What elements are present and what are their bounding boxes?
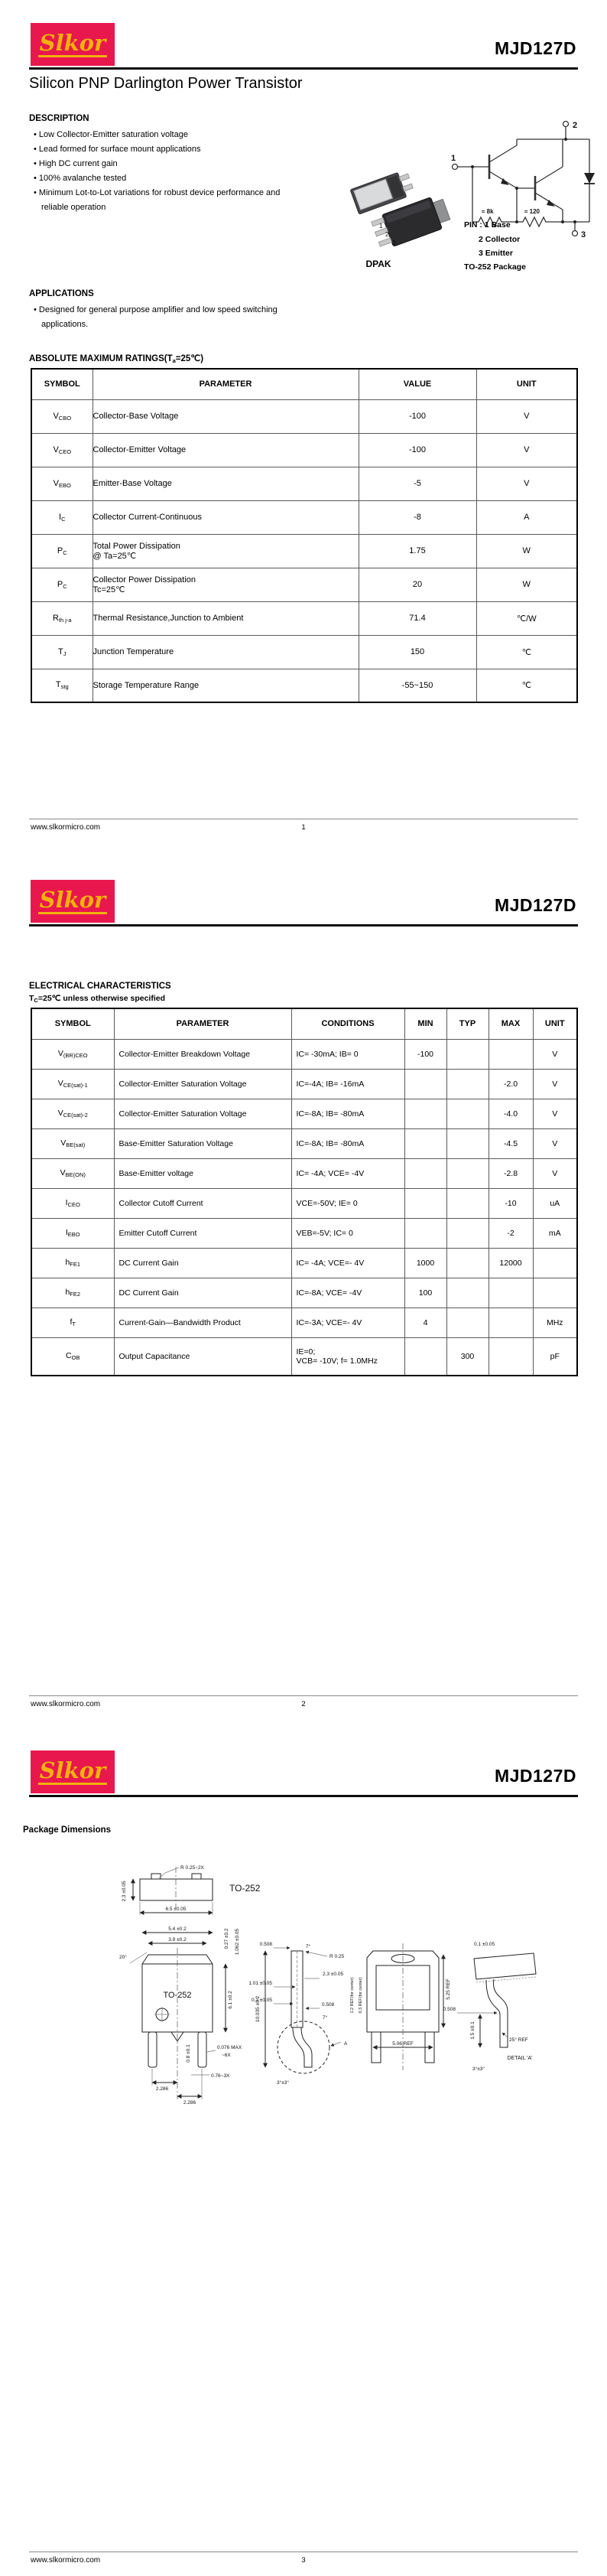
- min-cell: [404, 1218, 446, 1248]
- pinout-line-2: 2 Collector: [479, 235, 521, 244]
- unit-cell: pF: [533, 1337, 577, 1376]
- brand-logo-text: Slkor: [39, 1757, 106, 1784]
- value-cell: -100: [359, 433, 476, 467]
- applications-list: [34, 303, 286, 332]
- dim-label: A: [344, 2041, 348, 2047]
- part-number: MJD127D: [494, 38, 576, 58]
- page-number: 1: [301, 823, 306, 832]
- symbol-cell: $I_{EBO}$: [31, 1218, 114, 1248]
- value-cell: 71.4: [359, 601, 476, 635]
- unit-cell: MHz: [533, 1308, 577, 1337]
- dim-label: R 0.25: [329, 1954, 345, 1959]
- unit-cell: A: [476, 500, 577, 534]
- header-rule: [29, 67, 578, 70]
- col-header-symbol: SYMBOL: [31, 1008, 114, 1039]
- table-row: [31, 399, 577, 433]
- footer-url: www.slkormicro.com: [31, 823, 101, 832]
- unit-cell: V: [533, 1128, 577, 1158]
- max-cell: -10: [489, 1188, 533, 1218]
- conditions-cell: IE=0; VCB= -10V; f= 1.0MHz: [291, 1337, 404, 1376]
- dim-label: 3.9 ±0.2: [168, 1937, 187, 1943]
- parameter-cell: Collector Current-Continuous: [93, 500, 359, 534]
- table-row: [31, 1337, 577, 1376]
- dim-label: 1.5 ±0.1: [470, 2021, 476, 2040]
- absolute-maximum-ratings-table: [31, 368, 578, 703]
- conditions-cell: VCE=-50V; IE= 0: [291, 1188, 404, 1218]
- symbol-cell: $V_{(BR)CEO}$: [31, 1039, 114, 1069]
- col-header-conditions: CONDITIONS: [291, 1008, 404, 1039]
- description-bullet: • Low Collector-Emitter saturation voltage: [34, 128, 303, 142]
- min-cell: 4: [404, 1308, 446, 1337]
- unit-cell: uA: [533, 1188, 577, 1218]
- dim-label: 10.035 ±0.2: [255, 1995, 261, 2023]
- parameter-cell: Collector Cutoff Current: [114, 1188, 291, 1218]
- value-cell: -5: [359, 467, 476, 500]
- unit-cell: ℃/W: [476, 601, 577, 635]
- table-row: [31, 635, 577, 669]
- col-header-unit: UNIT: [476, 369, 577, 399]
- conditions-cell: IC=-8A; IB= -80mA: [291, 1099, 404, 1128]
- min-cell: [404, 1337, 446, 1376]
- description-heading: DESCRIPTION: [29, 114, 89, 123]
- dpak-label: DPAK: [365, 259, 391, 269]
- table-header-row: [31, 369, 577, 399]
- typ-cell: [446, 1278, 489, 1308]
- table-row: [31, 1069, 577, 1099]
- dim-label: 6.1 ±0.2: [228, 1991, 233, 2009]
- typ-cell: 300: [446, 1337, 489, 1376]
- max-cell: [489, 1337, 533, 1376]
- unit-cell: V: [533, 1099, 577, 1128]
- table-row: [31, 1248, 577, 1278]
- min-cell: [404, 1188, 446, 1218]
- min-cell: 100: [404, 1278, 446, 1308]
- col-header-parameter: PARAMETER: [93, 369, 359, 399]
- table-row: [31, 1099, 577, 1128]
- symbol-cell: $P_C$: [31, 568, 93, 601]
- max-cell: -2: [489, 1218, 533, 1248]
- value-cell: -55~150: [359, 669, 476, 702]
- typ-cell: [446, 1099, 489, 1128]
- parameter-cell: Junction Temperature: [93, 635, 359, 669]
- dim-label: 0.1 ±0.05: [474, 1942, 495, 1947]
- dim-label: 2.286: [183, 2100, 196, 2105]
- parameter-cell: Emitter-Base Voltage: [93, 467, 359, 500]
- col-header-symbol: SYMBOL: [31, 369, 93, 399]
- col-header-typ: TYP: [446, 1008, 489, 1039]
- conditions-cell: VEB=-5V; IC= 0: [291, 1218, 404, 1248]
- dim-label: 3°±3°: [472, 2066, 485, 2072]
- applications-heading: APPLICATIONS: [29, 289, 94, 298]
- electrical-characteristics-table: [31, 1008, 578, 1376]
- table-row: [31, 500, 577, 534]
- unit-cell: V: [533, 1158, 577, 1188]
- unit-cell: V: [533, 1069, 577, 1099]
- dim-label: 0.8 ±0.1: [186, 2044, 191, 2063]
- col-header-max: MAX: [489, 1008, 533, 1039]
- min-cell: [404, 1128, 446, 1158]
- parameter-cell: Current-Gain—Bandwidth Product: [114, 1308, 291, 1337]
- brand-logo: [31, 23, 115, 66]
- dim-label: 0.76~3X: [211, 2073, 230, 2079]
- part-number: MJD127D: [494, 1766, 576, 1786]
- schematic-pin-1-label: 1: [451, 154, 456, 163]
- unit-cell: mA: [533, 1218, 577, 1248]
- document-title: Silicon PNP Darlington Power Transistor: [29, 75, 303, 92]
- col-header-parameter: PARAMETER: [114, 1008, 291, 1039]
- symbol-cell: $V_{CE(sat)-1}$: [31, 1069, 114, 1099]
- unit-cell: V: [476, 399, 577, 433]
- table-row: [31, 433, 577, 467]
- typ-cell: [446, 1248, 489, 1278]
- dim-label: 1.01 ±0.05: [248, 1981, 272, 1986]
- brand-logo: [31, 880, 115, 923]
- dim-label: 0.508: [322, 2002, 335, 2008]
- min-cell: 1000: [404, 1248, 446, 1278]
- unit-cell: W: [476, 568, 577, 601]
- electrical-characteristics-condition: $T_C=25℃$ unless otherwise specified: [29, 994, 165, 1004]
- unit-cell: [533, 1278, 577, 1308]
- typ-cell: [446, 1128, 489, 1158]
- description-bullet: • Lead formed for surface mount applications: [34, 142, 303, 157]
- brand-logo-text: Slkor: [39, 30, 106, 57]
- unit-cell: W: [476, 534, 577, 568]
- min-cell: [404, 1099, 446, 1128]
- symbol-cell: $C_{OB}$: [31, 1337, 114, 1376]
- parameter-cell: Emitter Cutoff Current: [114, 1218, 291, 1248]
- dim-label: 0.508: [259, 1942, 272, 1947]
- max-cell: -2.8: [489, 1158, 533, 1188]
- min-cell: [404, 1069, 446, 1099]
- typ-cell: [446, 1308, 489, 1337]
- min-cell: -100: [404, 1039, 446, 1069]
- dim-label: 2.3 ±0.05: [122, 1881, 127, 1902]
- dim-label: 1.2 REF(for center): [350, 1977, 355, 2014]
- dim-label: 5.25 REF: [446, 1978, 451, 2000]
- value-cell: -100: [359, 399, 476, 433]
- symbol-cell: $h_{FE2}$: [31, 1278, 114, 1308]
- conditions-cell: IC=-3A; VCE=- 4V: [291, 1308, 404, 1337]
- dim-label: 0.076 MAX: [217, 2045, 242, 2050]
- max-cell: [489, 1308, 533, 1337]
- application-bullet: • Designed for general purpose amplifier and low speed switching applications.: [34, 303, 286, 332]
- dim-label: 0.508: [443, 2007, 456, 2012]
- table-row: [31, 601, 577, 635]
- parameter-cell: Storage Temperature Range: [93, 669, 359, 702]
- unit-cell: V: [533, 1039, 577, 1069]
- parameter-cell: Collector Power Dissipation Tc=25℃: [93, 568, 359, 601]
- max-cell: [489, 1039, 533, 1069]
- value-cell: 1.75: [359, 534, 476, 568]
- dpak-lead-1-label: 1: [379, 223, 383, 230]
- detail-a-label: DETAIL 'A': [507, 2056, 533, 2061]
- dim-label: 0.3 REF(for center): [359, 1977, 363, 2014]
- symbol-cell: $V_{BE(sat)}$: [31, 1128, 114, 1158]
- dim-label: 0.27 ±0.2: [224, 1928, 229, 1949]
- table-row: [31, 467, 577, 500]
- table-row: [31, 1308, 577, 1337]
- brand-logo: [31, 1750, 115, 1793]
- pinout-line-4: TO-252 Package: [464, 262, 526, 272]
- dim-label: 5.06 REF: [392, 2041, 414, 2047]
- typ-cell: [446, 1218, 489, 1248]
- parameter-cell: Collector-Emitter Voltage: [93, 433, 359, 467]
- parameter-cell: DC Current Gain: [114, 1278, 291, 1308]
- value-cell: 150: [359, 635, 476, 669]
- part-number: MJD127D: [494, 895, 576, 915]
- unit-cell: V: [476, 433, 577, 467]
- symbol-cell: $T_J$: [31, 635, 93, 669]
- symbol-cell: $I_{CEO}$: [31, 1188, 114, 1218]
- unit-cell: ℃: [476, 635, 577, 669]
- symbol-cell: $V_{CE(sat)-2}$: [31, 1099, 114, 1128]
- brand-logo-text: Slkor: [39, 887, 106, 913]
- page-number: 2: [301, 1700, 306, 1708]
- typ-cell: [446, 1039, 489, 1069]
- conditions-cell: IC=-8A; VCE= -4V: [291, 1278, 404, 1308]
- package-name-label: TO-252: [229, 1883, 261, 1894]
- max-cell: -4.0: [489, 1099, 533, 1128]
- conditions-cell: IC= -4A; VCE=- 4V: [291, 1248, 404, 1278]
- package-name-label: TO-252: [163, 1991, 192, 2000]
- package-dimensions-heading: Package Dimensions: [23, 1825, 112, 1835]
- max-cell: -2.0: [489, 1069, 533, 1099]
- header-rule: [29, 924, 578, 927]
- value-cell: 20: [359, 568, 476, 601]
- typ-cell: [446, 1158, 489, 1188]
- schematic-resistor-120-label: ≈ 120: [524, 208, 540, 215]
- parameter-cell: Base-Emitter voltage: [114, 1158, 291, 1188]
- min-cell: [404, 1158, 446, 1188]
- max-cell: 12000: [489, 1248, 533, 1278]
- table-row: [31, 1188, 577, 1218]
- typ-cell: [446, 1069, 489, 1099]
- description-bullet: • Minimum Lot-to-Lot variations for robust device performance and reliable operation: [34, 186, 303, 215]
- table-header-row: [31, 1008, 577, 1039]
- parameter-cell: Collector-Emitter Saturation Voltage: [114, 1069, 291, 1099]
- parameter-cell: Collector-Base Voltage: [93, 399, 359, 433]
- conditions-cell: IC=-8A; IB= -80mA: [291, 1128, 404, 1158]
- footer-url: www.slkormicro.com: [31, 1700, 101, 1708]
- pinout-line-1: PIN : 1 Base: [464, 220, 511, 230]
- parameter-cell: Thermal Resistance,Junction to Ambient: [93, 601, 359, 635]
- dim-label: 20°: [119, 1955, 127, 1960]
- symbol-cell: $V_{EBO}$: [31, 467, 93, 500]
- typ-cell: [446, 1188, 489, 1218]
- dim-label: 2.3 ±0.05: [323, 1972, 344, 1977]
- symbol-cell: $f_T$: [31, 1308, 114, 1337]
- header-rule: [29, 1795, 578, 1797]
- unit-cell: ℃: [476, 669, 577, 702]
- footer-rule: [29, 1695, 578, 1696]
- col-header-unit: UNIT: [533, 1008, 577, 1039]
- dim-label: 7°: [306, 1944, 311, 1949]
- table-row: [31, 1128, 577, 1158]
- symbol-cell: $P_C$: [31, 534, 93, 568]
- parameter-cell: Collector-Emitter Breakdown Voltage: [114, 1039, 291, 1069]
- description-bullet: • High DC current gain: [34, 157, 303, 171]
- parameter-cell: Collector-Emitter Saturation Voltage: [114, 1099, 291, 1128]
- symbol-cell: $V_{CEO}$: [31, 433, 93, 467]
- max-cell: [489, 1278, 533, 1308]
- dim-label: 6.5 ±0.05: [165, 1907, 187, 1912]
- table-row: [31, 568, 577, 601]
- pinout-line-3: 3 Emitter: [479, 249, 513, 258]
- dpak-lead-3-label: 3: [392, 239, 396, 246]
- value-cell: -8: [359, 500, 476, 534]
- dim-label: 5.4 ±0.2: [168, 1926, 187, 1932]
- table-row: [31, 1218, 577, 1248]
- schematic-resistor-8k-label: ≈ 8k: [482, 208, 494, 215]
- col-header-min: MIN: [404, 1008, 446, 1039]
- max-cell: -4.5: [489, 1128, 533, 1158]
- footer-url: www.slkormicro.com: [31, 2556, 101, 2565]
- dim-label: 7°: [323, 2015, 328, 2021]
- parameter-cell: Total Power Dissipation @ Ta=25℃: [93, 534, 359, 568]
- description-bullet: • 100% avalanche tested: [34, 171, 303, 186]
- parameter-cell: Base-Emitter Saturation Voltage: [114, 1128, 291, 1158]
- conditions-cell: IC= -4A; VCE= -4V: [291, 1158, 404, 1188]
- electrical-characteristics-heading: ELECTRICAL CHARACTERISTICS: [29, 982, 171, 991]
- dim-label: 3°±3°: [277, 2080, 289, 2086]
- symbol-cell: $I_C$: [31, 500, 93, 534]
- schematic-pin-3-label: 3: [581, 230, 586, 239]
- table-row: [31, 669, 577, 702]
- unit-cell: [533, 1248, 577, 1278]
- conditions-cell: IC= -30mA; IB= 0: [291, 1039, 404, 1069]
- dpak-lead-2-label: 2: [385, 231, 389, 238]
- table-row: [31, 1158, 577, 1188]
- symbol-cell: $h_{FE1}$: [31, 1248, 114, 1278]
- symbol-cell: $R_{th j-a}$: [31, 601, 93, 635]
- symbol-cell: $T_{stg}$: [31, 669, 93, 702]
- symbol-cell: $V_{CBO}$: [31, 399, 93, 433]
- dpak-package-photo: [344, 162, 459, 254]
- dim-label: 2.286: [155, 2086, 169, 2092]
- parameter-cell: Output Capacitance: [114, 1337, 291, 1376]
- package-dimensions-drawing: [115, 1858, 543, 2110]
- darlington-schematic: [450, 115, 602, 252]
- col-header-value: VALUE: [359, 369, 476, 399]
- unit-cell: V: [476, 467, 577, 500]
- table-row: [31, 534, 577, 568]
- dim-label: 1.062 ±0.05: [235, 1928, 240, 1956]
- dim-label: 25° REF: [509, 2037, 528, 2043]
- symbol-cell: $V_{BE(ON)}$: [31, 1158, 114, 1188]
- table-row: [31, 1039, 577, 1069]
- table-row: [31, 1278, 577, 1308]
- schematic-pin-2-label: 2: [573, 121, 578, 130]
- parameter-cell: DC Current Gain: [114, 1248, 291, 1278]
- description-list: [34, 128, 303, 215]
- page-number: 3: [301, 2556, 306, 2565]
- dim-label: 0.1 ±0.05: [251, 1998, 272, 2003]
- conditions-cell: IC=-4A; IB= -16mA: [291, 1069, 404, 1099]
- dim-label: ~6X: [222, 2053, 231, 2058]
- dim-label: R 0.25~2X: [180, 1865, 204, 1871]
- abs-max-ratings-heading: ABSOLUTE MAXIMUM $RATINGS(T_a=25℃)$: [29, 354, 204, 364]
